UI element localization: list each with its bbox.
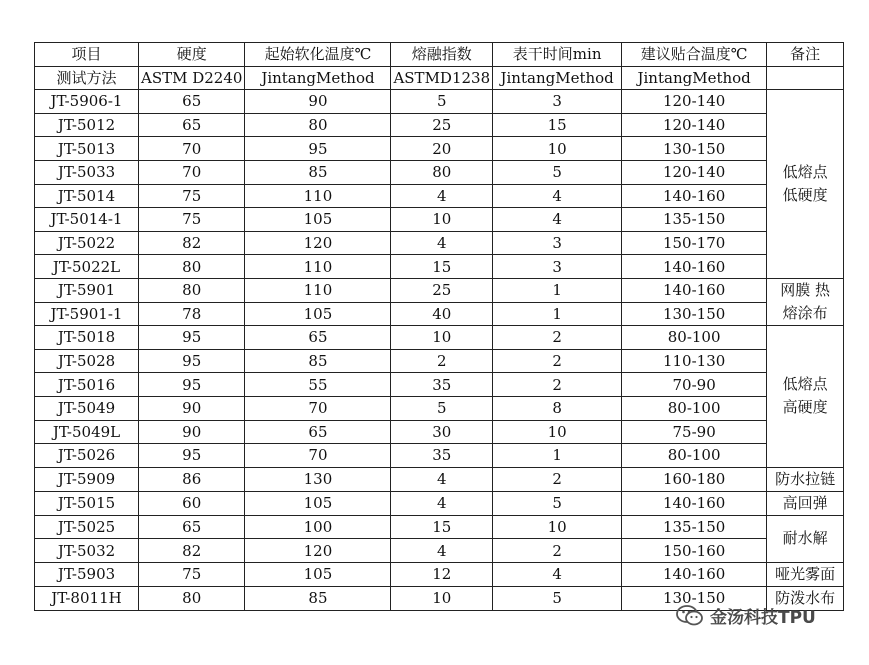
table-row xyxy=(35,208,844,232)
table-row xyxy=(35,113,844,137)
cell-bond: 130-150 xyxy=(622,586,767,610)
cell-hardness: 70 xyxy=(139,137,245,161)
table-row xyxy=(35,278,844,302)
cell-softening: 110 xyxy=(245,255,391,279)
test-method-cell: 测试方法 xyxy=(35,66,139,90)
cell-softening: 110 xyxy=(245,278,391,302)
table-row xyxy=(35,467,844,491)
cell-hardness: 80 xyxy=(139,586,245,610)
cell-softening: 95 xyxy=(245,137,391,161)
cell-softening: 100 xyxy=(245,515,391,539)
cell-hardness: 65 xyxy=(139,515,245,539)
cell-melt: 5 xyxy=(391,396,493,420)
table-row xyxy=(35,491,844,515)
cell-bond: 120-140 xyxy=(622,160,767,184)
watermark xyxy=(676,603,816,628)
cell-dry: 3 xyxy=(493,90,622,114)
table-row xyxy=(35,562,844,586)
table-row xyxy=(35,444,844,468)
test-method-cell: JintangMethod xyxy=(493,66,622,90)
header-cell: 硬度 xyxy=(139,43,245,67)
cell-dry: 1 xyxy=(493,278,622,302)
cell-hardness: 65 xyxy=(139,113,245,137)
cell-id: JT-5013 xyxy=(35,137,139,161)
cell-id: JT-5901 xyxy=(35,278,139,302)
cell-bond: 80-100 xyxy=(622,444,767,468)
cell-id: JT-5014 xyxy=(35,184,139,208)
cell-softening: 65 xyxy=(245,326,391,350)
cell-hardness: 75 xyxy=(139,184,245,208)
table-row xyxy=(35,255,844,279)
test-method-cell: JintangMethod xyxy=(622,66,767,90)
cell-melt: 4 xyxy=(391,491,493,515)
cell-softening: 85 xyxy=(245,160,391,184)
cell-hardness: 86 xyxy=(139,467,245,491)
cell-melt: 35 xyxy=(391,444,493,468)
cell-hardness: 80 xyxy=(139,255,245,279)
cell-softening: 120 xyxy=(245,539,391,563)
cell-hardness: 82 xyxy=(139,231,245,255)
cell-hardness: 95 xyxy=(139,444,245,468)
cell-melt: 40 xyxy=(391,302,493,326)
cell-bond: 120-140 xyxy=(622,90,767,114)
cell-softening: 85 xyxy=(245,586,391,610)
note-cell: 网膜 热 熔涂布 xyxy=(767,278,844,325)
cell-melt: 15 xyxy=(391,255,493,279)
cell-melt: 12 xyxy=(391,562,493,586)
cell-dry: 2 xyxy=(493,539,622,563)
cell-melt: 2 xyxy=(391,349,493,373)
cell-dry: 2 xyxy=(493,349,622,373)
cell-softening: 105 xyxy=(245,562,391,586)
cell-bond: 110-130 xyxy=(622,349,767,373)
cell-id: JT-5022L xyxy=(35,255,139,279)
table-row xyxy=(35,539,844,563)
cell-softening: 130 xyxy=(245,467,391,491)
cell-id: JT-5901-1 xyxy=(35,302,139,326)
cell-dry: 4 xyxy=(493,562,622,586)
cell-softening: 120 xyxy=(245,231,391,255)
cell-dry: 3 xyxy=(493,255,622,279)
table-row xyxy=(35,396,844,420)
cell-softening: 105 xyxy=(245,302,391,326)
spec-table xyxy=(34,42,844,611)
cell-id: JT-5018 xyxy=(35,326,139,350)
cell-dry: 4 xyxy=(493,184,622,208)
table-row xyxy=(35,326,844,350)
test-method-row xyxy=(35,66,844,90)
cell-bond: 135-150 xyxy=(622,515,767,539)
cell-id: JT-5903 xyxy=(35,562,139,586)
cell-dry: 1 xyxy=(493,444,622,468)
table-row xyxy=(35,90,844,114)
cell-bond: 150-160 xyxy=(622,539,767,563)
table-row xyxy=(35,373,844,397)
cell-dry: 2 xyxy=(493,326,622,350)
note-cell: 防水拉链 xyxy=(767,467,844,491)
cell-melt: 25 xyxy=(391,113,493,137)
cell-hardness: 75 xyxy=(139,562,245,586)
cell-hardness: 75 xyxy=(139,208,245,232)
cell-hardness: 90 xyxy=(139,420,245,444)
note-cell: 低熔点 低硬度 xyxy=(767,90,844,279)
watermark-text: 金汤科技TPU xyxy=(710,608,816,628)
cell-dry: 2 xyxy=(493,467,622,491)
note-cell: 高回弹 xyxy=(767,491,844,515)
table-row xyxy=(35,231,844,255)
wechat-icon xyxy=(676,605,704,627)
cell-hardness: 90 xyxy=(139,396,245,420)
cell-id: JT-5033 xyxy=(35,160,139,184)
cell-bond: 140-160 xyxy=(622,562,767,586)
table-row xyxy=(35,515,844,539)
header-row xyxy=(35,43,844,67)
cell-id: JT-5909 xyxy=(35,467,139,491)
cell-id: JT-5032 xyxy=(35,539,139,563)
cell-id: JT-5049L xyxy=(35,420,139,444)
cell-id: JT-5012 xyxy=(35,113,139,137)
note-cell: 哑光雾面 xyxy=(767,562,844,586)
header-cell: 备注 xyxy=(767,43,844,67)
cell-hardness: 95 xyxy=(139,349,245,373)
cell-bond: 150-170 xyxy=(622,231,767,255)
cell-hardness: 70 xyxy=(139,160,245,184)
cell-bond: 120-140 xyxy=(622,113,767,137)
cell-melt: 10 xyxy=(391,586,493,610)
cell-hardness: 95 xyxy=(139,373,245,397)
cell-dry: 10 xyxy=(493,420,622,444)
header-cell: 熔融指数 xyxy=(391,43,493,67)
cell-dry: 5 xyxy=(493,586,622,610)
cell-id: JT-5026 xyxy=(35,444,139,468)
note-cell: 耐水解 xyxy=(767,515,844,562)
cell-dry: 5 xyxy=(493,491,622,515)
cell-softening: 70 xyxy=(245,396,391,420)
cell-softening: 70 xyxy=(245,444,391,468)
test-method-blank-cell xyxy=(767,66,844,90)
note-cell: 防泼水布 xyxy=(767,586,844,610)
cell-id: JT-5022 xyxy=(35,231,139,255)
cell-bond: 130-150 xyxy=(622,137,767,161)
cell-softening: 80 xyxy=(245,113,391,137)
test-method-cell: JintangMethod xyxy=(245,66,391,90)
cell-hardness: 65 xyxy=(139,90,245,114)
cell-id: JT-5049 xyxy=(35,396,139,420)
cell-dry: 10 xyxy=(493,515,622,539)
cell-bond: 140-160 xyxy=(622,491,767,515)
cell-softening: 55 xyxy=(245,373,391,397)
cell-melt: 30 xyxy=(391,420,493,444)
cell-dry: 2 xyxy=(493,373,622,397)
cell-melt: 4 xyxy=(391,231,493,255)
cell-id: JT-5016 xyxy=(35,373,139,397)
cell-softening: 105 xyxy=(245,491,391,515)
cell-bond: 80-100 xyxy=(622,396,767,420)
cell-softening: 105 xyxy=(245,208,391,232)
cell-melt: 25 xyxy=(391,278,493,302)
cell-bond: 130-150 xyxy=(622,302,767,326)
cell-bond: 140-160 xyxy=(622,255,767,279)
cell-dry: 10 xyxy=(493,137,622,161)
cell-melt: 4 xyxy=(391,184,493,208)
cell-bond: 75-90 xyxy=(622,420,767,444)
cell-dry: 1 xyxy=(493,302,622,326)
note-cell: 低熔点 高硬度 xyxy=(767,326,844,468)
cell-dry: 5 xyxy=(493,160,622,184)
cell-melt: 35 xyxy=(391,373,493,397)
cell-softening: 85 xyxy=(245,349,391,373)
table-row xyxy=(35,137,844,161)
test-method-cell: ASTM D2240 xyxy=(139,66,245,90)
cell-hardness: 60 xyxy=(139,491,245,515)
cell-hardness: 82 xyxy=(139,539,245,563)
header-cell: 建议贴合温度℃ xyxy=(622,43,767,67)
cell-melt: 10 xyxy=(391,208,493,232)
cell-id: JT-5014-1 xyxy=(35,208,139,232)
cell-id: JT-5028 xyxy=(35,349,139,373)
cell-dry: 8 xyxy=(493,396,622,420)
header-cell: 起始软化温度℃ xyxy=(245,43,391,67)
cell-bond: 70-90 xyxy=(622,373,767,397)
cell-melt: 4 xyxy=(391,539,493,563)
cell-melt: 15 xyxy=(391,515,493,539)
cell-bond: 135-150 xyxy=(622,208,767,232)
cell-softening: 65 xyxy=(245,420,391,444)
cell-id: JT-8011H xyxy=(35,586,139,610)
cell-hardness: 80 xyxy=(139,278,245,302)
cell-bond: 160-180 xyxy=(622,467,767,491)
cell-melt: 4 xyxy=(391,467,493,491)
cell-melt: 5 xyxy=(391,90,493,114)
cell-id: JT-5025 xyxy=(35,515,139,539)
header-cell: 表干时间min xyxy=(493,43,622,67)
cell-softening: 90 xyxy=(245,90,391,114)
table-row xyxy=(35,349,844,373)
cell-hardness: 78 xyxy=(139,302,245,326)
cell-id: JT-5015 xyxy=(35,491,139,515)
header-cell: 项目 xyxy=(35,43,139,67)
cell-melt: 10 xyxy=(391,326,493,350)
table-row xyxy=(35,160,844,184)
cell-bond: 140-160 xyxy=(622,278,767,302)
table-row xyxy=(35,302,844,326)
cell-id: JT-5906-1 xyxy=(35,90,139,114)
table-row xyxy=(35,184,844,208)
cell-melt: 20 xyxy=(391,137,493,161)
table-row xyxy=(35,420,844,444)
cell-softening: 110 xyxy=(245,184,391,208)
cell-dry: 15 xyxy=(493,113,622,137)
cell-hardness: 95 xyxy=(139,326,245,350)
cell-dry: 3 xyxy=(493,231,622,255)
cell-dry: 4 xyxy=(493,208,622,232)
cell-bond: 140-160 xyxy=(622,184,767,208)
cell-bond: 80-100 xyxy=(622,326,767,350)
cell-melt: 80 xyxy=(391,160,493,184)
test-method-cell: ASTMD1238 xyxy=(391,66,493,90)
